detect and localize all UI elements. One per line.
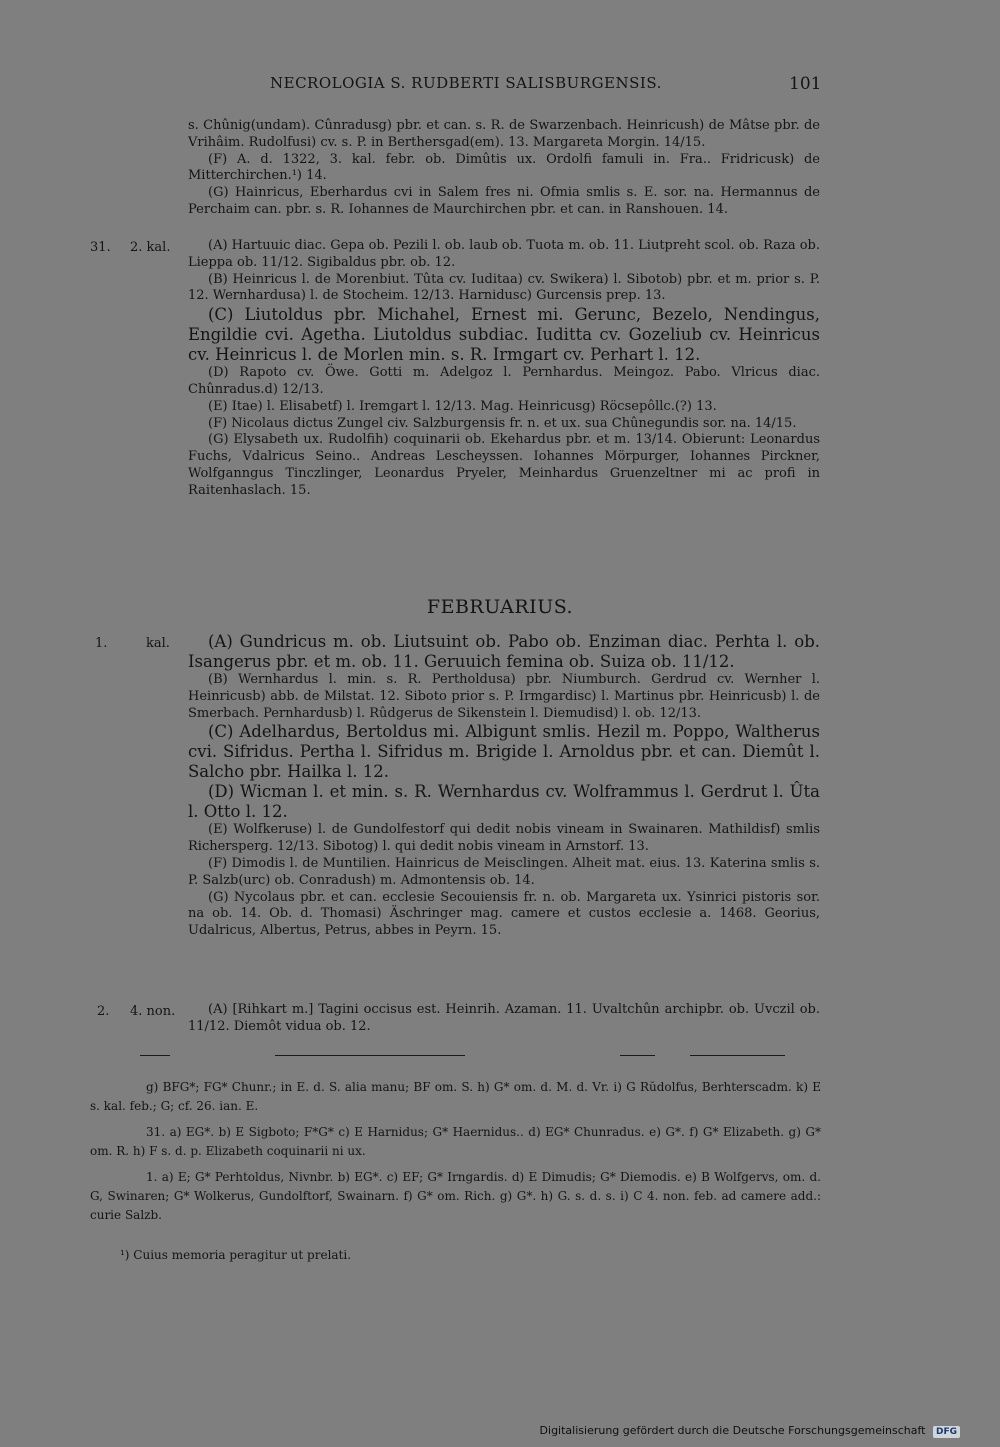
separator-rule (275, 1055, 465, 1056)
day-number: 31. (90, 240, 111, 255)
note-line: 31. a) EG*. b) E Sigboto; F*G* c) E Harnidus; G* Haernidus.. d) EG* Chunradus. e) G*. f) G* Elizabeth. g) G* om. R. h) F s. d. p. Elizabeth coquinarii ni ux. (90, 1125, 821, 1158)
day-number: 2. (97, 1004, 110, 1019)
entry-line: (F) A. d. 1322, 3. kal. febr. ob. Dimûtis ux. Ordolfi famuli in. Fra.. Fridricusk) de Mitterchirchen.¹) 14. (188, 151, 820, 184)
entry-line: (A) [Rihkart m.] Tagini occisus est. Heinrih. Azaman. 11. Uvaltchûn archipbr. ob. Uvczil ob. 11/12. Diemôt vidua ob. 12. (188, 1002, 820, 1034)
entry-line: (B) Wernhardus l. min. s. R. Pertholdusa) pbr. Niumburch. Gerdrud cv. Wernher l. Heinricusb) abb. de Milstat. 12. Siboto prior s. P. Irmgardisc) l. Martinus pbr. Heinricusb) l. de Smerbach. Pernhardusb) l. Rûdgerus de Sikenstein l. Diemudisd) l. ob. 12/13. (188, 672, 820, 721)
funding-notice (540, 1424, 960, 1438)
apparatus-notes (90, 1078, 821, 1265)
footnote: ¹) Cuius memoria peragitur ut prelati. (120, 1248, 352, 1262)
feb2-entries (188, 1002, 820, 1036)
entry-line: (E) Itae) l. Elisabetf) l. Iremgart l. 12/13. Mag. Heinricusg) Röcsepôllc.(?) 13. (208, 398, 717, 414)
day-date: 2. kal. (130, 240, 171, 255)
separator-rule (690, 1055, 785, 1056)
entry-line: (G) Elysabeth ux. Rudolfih) coquinarii ob. Ekehardus pbr. et m. 13/14. Obierunt: Leonardus Fuchs, Vdalricus Seino.. Andreas Lescheyssen. Iohannes Mörpurger, Iohannes Pirckner, Wolfganngus Tinczlinger, Leonardus Pryeler, Meinhardus Gruenzeltner mi ac profi in Raitenhaslach. 15. (188, 432, 820, 498)
day-date: 4. non. (130, 1004, 176, 1019)
section-heading: FEBRUARIUS. (426, 596, 574, 618)
entry-line: (G) Hainricus, Eberhardus cvi in Salem fres ni. Ofmia smlis s. E. sor. na. Hermannus de Perchaim can. pbr. s. R. Iohannes de Maurchirchen pbr. et can. in Ranshouen. 14. (188, 185, 820, 217)
note-line: 1. a) E; G* Perhtoldus, Nivnbr. b) EG*. c) EF; G* Irngardis. d) E Dimudis; G* Diemodis. e) B Wolfgervs, om. d. G, Swinaren; G* Wolkerus, Gundolftorf, Swainarn. f) G* om. Rich. g) G*. h) G. s. d. s. i) C 4. non. feb. ad camere add.: curie Salzb. (90, 1170, 821, 1222)
funding-text: Digitalisierung gefördert durch die Deutsche Forschungsgemeinschaft (539, 1424, 926, 1437)
top-entries (188, 118, 820, 219)
entry-line: s. Chûnig(undam). Cûnradusg) pbr. et can. s. R. de Swarzenbach. Heinricush) de Mâtse pbr. de Vrihâim. Rudolfusi) cv. s. P. in Berthersgad(em). 13. Margareta Morgin. 14/15. (188, 118, 820, 150)
entry-line: (D) Wicman l. et min. s. R. Wernhardus cv. Wolframmus l. Gerdrut l. Ûta l. Otto l. 12. (188, 782, 820, 822)
separator-rule (620, 1055, 655, 1056)
feb1-entries (188, 632, 820, 940)
page-number: 101 (789, 74, 822, 94)
entry-line: (F) Dimodis l. de Muntilien. Hainricus de Meisclingen. Alheit mat. eius. 13. Katerina smlis s. P. Salzb(urc) ob. Conradush) m. Admontensis ob. 14. (188, 855, 820, 888)
entry-line: (A) Hartuuic diac. Gepa ob. Pezili l. ob. laub ob. Tuota m. ob. 11. Liutpreht scol. ob. Raza ob. Lieppa ob. 11/12. Sigibaldus pbr. ob. 12. (188, 238, 820, 270)
day-number: 1. (95, 636, 108, 651)
note-line: g) BFG*; FG* Chunr.; in E. d. S. alia manu; BF om. S. h) G* om. d. M. d. Vr. i) G Rŭdolfus, Berhterscadm. k) E s. kal. feb.; G; cf. 26. ian. E. (90, 1080, 821, 1113)
entry-line: (C) Liutoldus pbr. Michahel, Ernest mi. Gerunc, Bezelo, Nendingus, Engildie cvi. Agetha. Liutoldus subdiac. Iuditta cv. Gozeliub cv. Heinricus cv. Heinricus l. de Morlen min. s. R. Irmgart cv. Perhart l. 12. (188, 305, 820, 365)
dfg-logo: DFG (933, 1426, 960, 1438)
entry-line: (E) Wolfkeruse) l. de Gundolfestorf qui dedit nobis vineam in Swainaren. Mathildisf) smlis Richersperg. 12/13. Sibotog) l. qui dedit nobis vineam in Arnstorf. 13. (188, 822, 820, 855)
day31-entries (188, 238, 820, 500)
running-header-title: NECROLOGIA S. RUDBERTI SALISBURGENSIS. (270, 74, 662, 92)
entry-line: (D) Rapoto cv. Öwe. Gotti m. Adelgoz l. Pernhardus. Meingoz. Pabo. Vlricus diac. Chûnradus.d) 12/13. (188, 365, 820, 397)
entry-line: (F) Nicolaus dictus Zungel civ. Salzburgensis fr. n. et ux. sua Chûnegundis sor. na. 14/15. (208, 415, 797, 431)
day-date: kal. (146, 636, 170, 651)
entry-line: (C) Adelhardus, Bertoldus mi. Albigunt smlis. Hezil m. Poppo, Waltherus cvi. Sifridus. Pertha l. Sifridus m. Brigide l. Arnoldus pbr. et can. Diemût l. Salcho pbr. Hailka l. 12. (188, 722, 820, 782)
entry-line: (B) Heinricus l. de Morenbiut. Tûta cv. Iuditaa) cv. Swikera) l. Sibotob) pbr. et m. prior s. P. 12. Wernhardusa) l. de Stocheim. 12/13. Harnidusc) Gurcensis prep. 13. (188, 271, 820, 304)
separator-rule (140, 1055, 170, 1056)
entry-line: (A) Gundricus m. ob. Liutsuint ob. Pabo ob. Enziman diac. Perhta l. ob. Isangerus pbr. et m. ob. 11. Geruuich femina ob. Suiza ob. 11/12. (188, 632, 820, 671)
entry-line: (G) Nycolaus pbr. et can. ecclesie Secouiensis fr. n. ob. Margareta ux. Ysinrici pistoris sor. na ob. 14. Ob. d. Thomasi) Äschringer mag. camere et custos ecclesie a. 1468. Georius, Udalricus, Albertus, Petrus, abbes in Peyrn. 15. (188, 889, 820, 939)
